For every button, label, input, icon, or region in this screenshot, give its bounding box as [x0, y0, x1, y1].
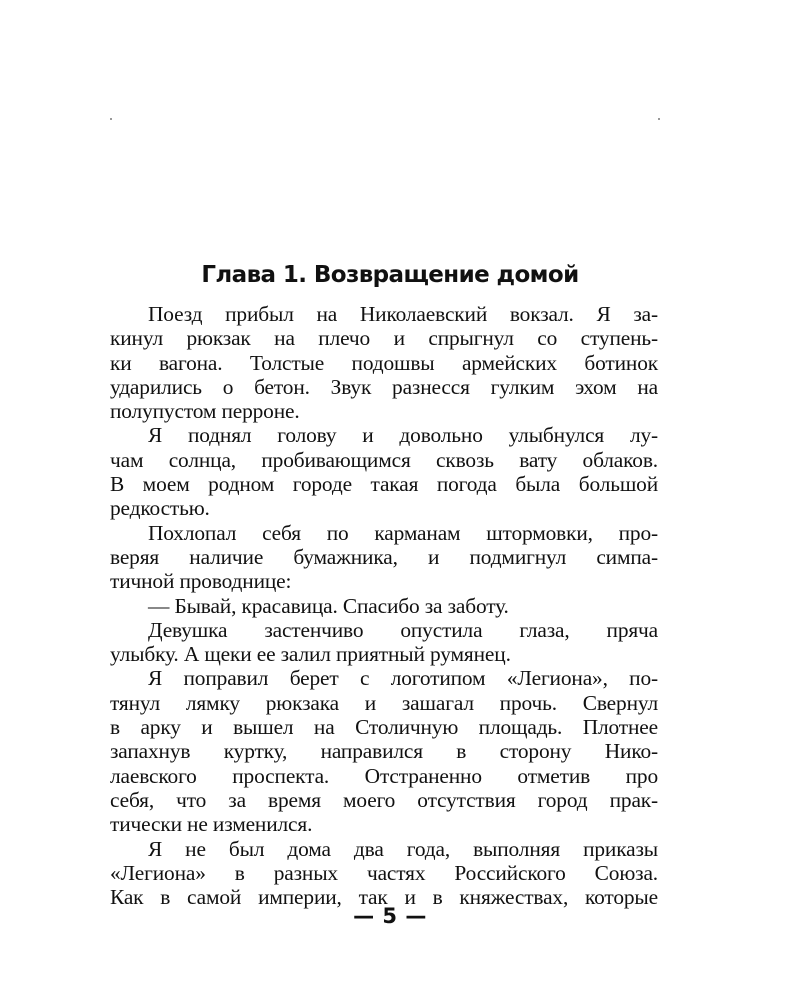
text-line: ки вагона. Толстые подошвы армейских ботинок [110, 350, 658, 375]
text-line: Похлопал себя по карманам штормовки, про- [148, 520, 658, 545]
scan-mark-right [658, 118, 660, 120]
text-line: Я поправил берет с логотипом «Легиона», по- [148, 666, 658, 691]
chapter-title: Глава 1. Возвращение домой [201, 262, 579, 288]
text-line: лаевского проспекта. Отстраненно отметив про [110, 763, 658, 788]
text-line: — Бывай, красавица. Спасибо за заботу. [148, 593, 509, 618]
text-line: тически не изменился. [110, 812, 313, 837]
paragraph [110, 666, 658, 836]
text-line: себя, что за время моего отсутствия город прак- [110, 787, 658, 812]
text-line: тянул лямку рюкзака и зашагал прочь. Свернул [110, 690, 658, 715]
paragraph [110, 521, 658, 594]
text-line: запахнув куртку, направился в сторону Нико- [110, 739, 658, 764]
paragraph [110, 423, 658, 520]
paragraph [110, 618, 658, 667]
text-line: Я поднял голову и довольно улыбнулся лу- [148, 423, 658, 448]
paragraph [110, 302, 658, 423]
text-line: кинул рюкзак на плечо и спрыгнул со ступень- [110, 326, 658, 351]
text-line: Как в самой империи, так и в княжествах, которые [110, 885, 658, 910]
text-line: в арку и вышел на Столичную площадь. Плотнее [110, 715, 658, 740]
paragraph [110, 837, 658, 910]
scan-mark-left [110, 118, 112, 120]
paragraph [110, 594, 658, 618]
text-line: В моем родном городе такая погода была большой [110, 472, 658, 497]
text-line: Девушка застенчиво опустила глаза, пряча [148, 617, 658, 642]
text-line: редкостью. [110, 496, 210, 521]
text-line: тичной проводнице: [110, 569, 292, 594]
chapter-body [110, 302, 658, 909]
text-line: веряя наличие бумажника, и подмигнул симпа- [110, 544, 658, 569]
text-line: чам солнца, пробивающимся сквозь вату облаков. [110, 447, 658, 472]
text-line: улыбку. А щеки ее залил приятный румянец. [110, 642, 511, 667]
text-line: «Легиона» в разных частях Российского Союза. [110, 860, 658, 885]
text-line: ударились о бетон. Звук разнесся гулким эхом на [110, 374, 658, 399]
page-number: — 5 — [353, 904, 427, 928]
text-line: Я не был дома два года, выполняя приказы [148, 836, 658, 861]
text-line: полупустом перроне. [110, 399, 300, 424]
text-line: Поезд прибыл на Николаевский вокзал. Я за- [148, 302, 658, 326]
